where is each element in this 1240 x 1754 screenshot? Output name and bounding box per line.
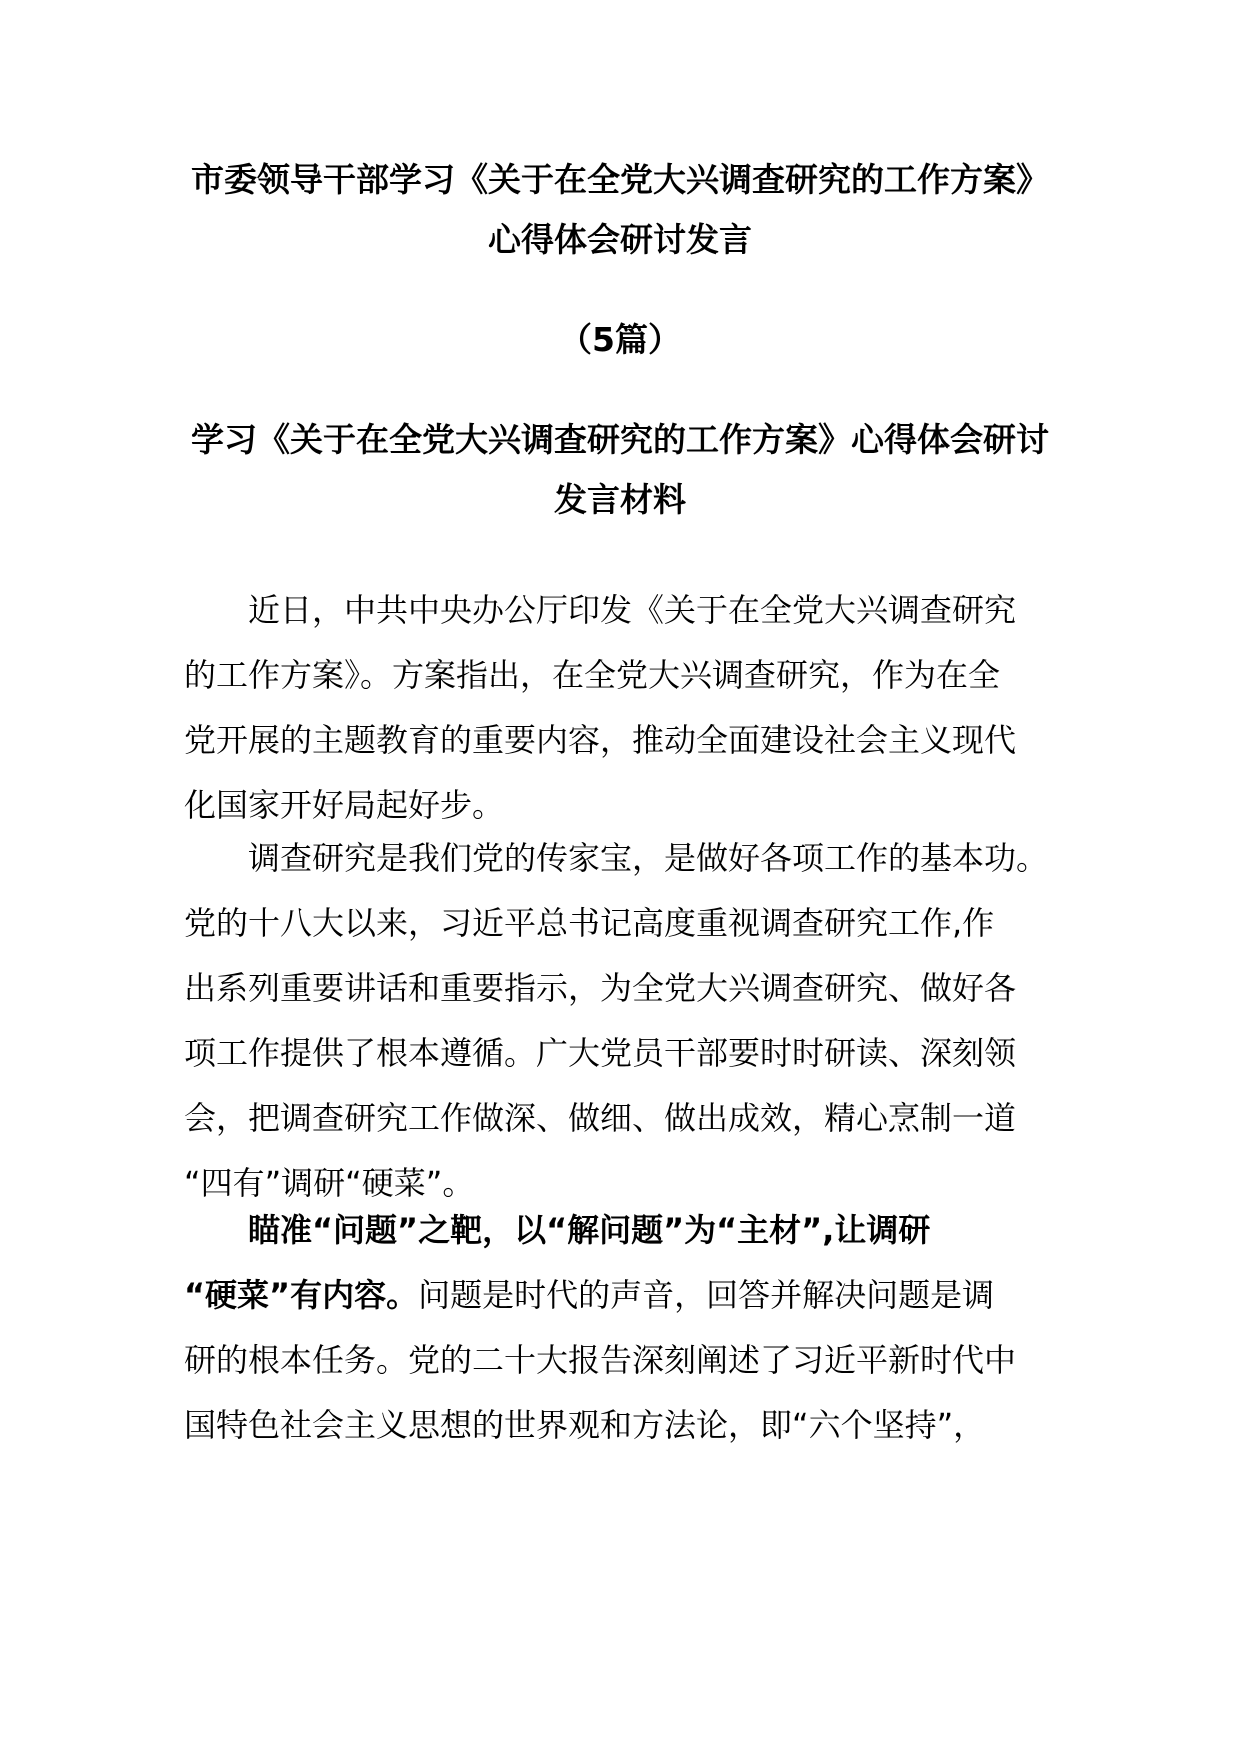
section-title-line-1: 学习《关于在全党大兴调查研究的工作方案》心得体会研讨 — [191, 420, 1049, 459]
paragraph-heading-tail: “硬菜”有内容。 — [184, 1276, 419, 1314]
paragraph-line — [184, 1263, 1084, 1328]
paragraph-3 — [184, 1198, 1084, 1458]
paragraph-line: “四有”调研“硬菜”。 — [184, 1164, 475, 1202]
main-title-line-2: 心得体会研讨发言 — [488, 220, 752, 259]
paragraph-line: 国特色社会主义思想的世界观和方法论，即“六个坚持”， — [184, 1406, 986, 1444]
paragraph-1 — [184, 578, 1084, 838]
paragraph-line: 会，把调查研究工作做深、做细、做出成效，精心烹制一道 — [184, 1099, 1017, 1137]
main-title-line-1: 市委领导干部学习《关于在全党大兴调查研究的工作方案》 — [191, 160, 1049, 199]
article-count: （5篇） — [559, 320, 681, 359]
paragraph-line: 近日，中共中央办公厅印发《关于在全党大兴调查研究 — [248, 591, 1017, 629]
paragraph-text: 问题是时代的声音，回答并解决问题是调 — [418, 1276, 995, 1314]
paragraph-line: 项工作提供了根本遵循。广大党员干部要时时研读、深刻领 — [184, 1034, 1017, 1072]
paragraph-line: 调查研究是我们党的传家宝，是做好各项工作的基本功。 — [248, 839, 1049, 877]
paragraph-line: 研的根本任务。党的二十大报告深刻阐述了习近平新时代中 — [184, 1341, 1017, 1379]
paragraph-2 — [184, 826, 1084, 1216]
paragraph-line: 的工作方案》。方案指出，在全党大兴调查研究，作为在全 — [184, 656, 1001, 694]
paragraph-line: 党的十八大以来，习近平总书记高度重视调查研究工作,作 — [184, 904, 995, 942]
paragraph-line: 党开展的主题教育的重要内容，推动全面建设社会主义现代 — [184, 721, 1017, 759]
section-title-line-2: 发言材料 — [554, 480, 686, 519]
paragraph-heading-line: 瞄准“问题”之靶，以“解问题”为“主材”,让调研 — [248, 1211, 931, 1249]
paragraph-line: 出系列重要讲话和重要指示，为全党大兴调查研究、做好各 — [184, 969, 1017, 1007]
paragraph-line: 化国家开好局起好步。 — [184, 786, 505, 824]
